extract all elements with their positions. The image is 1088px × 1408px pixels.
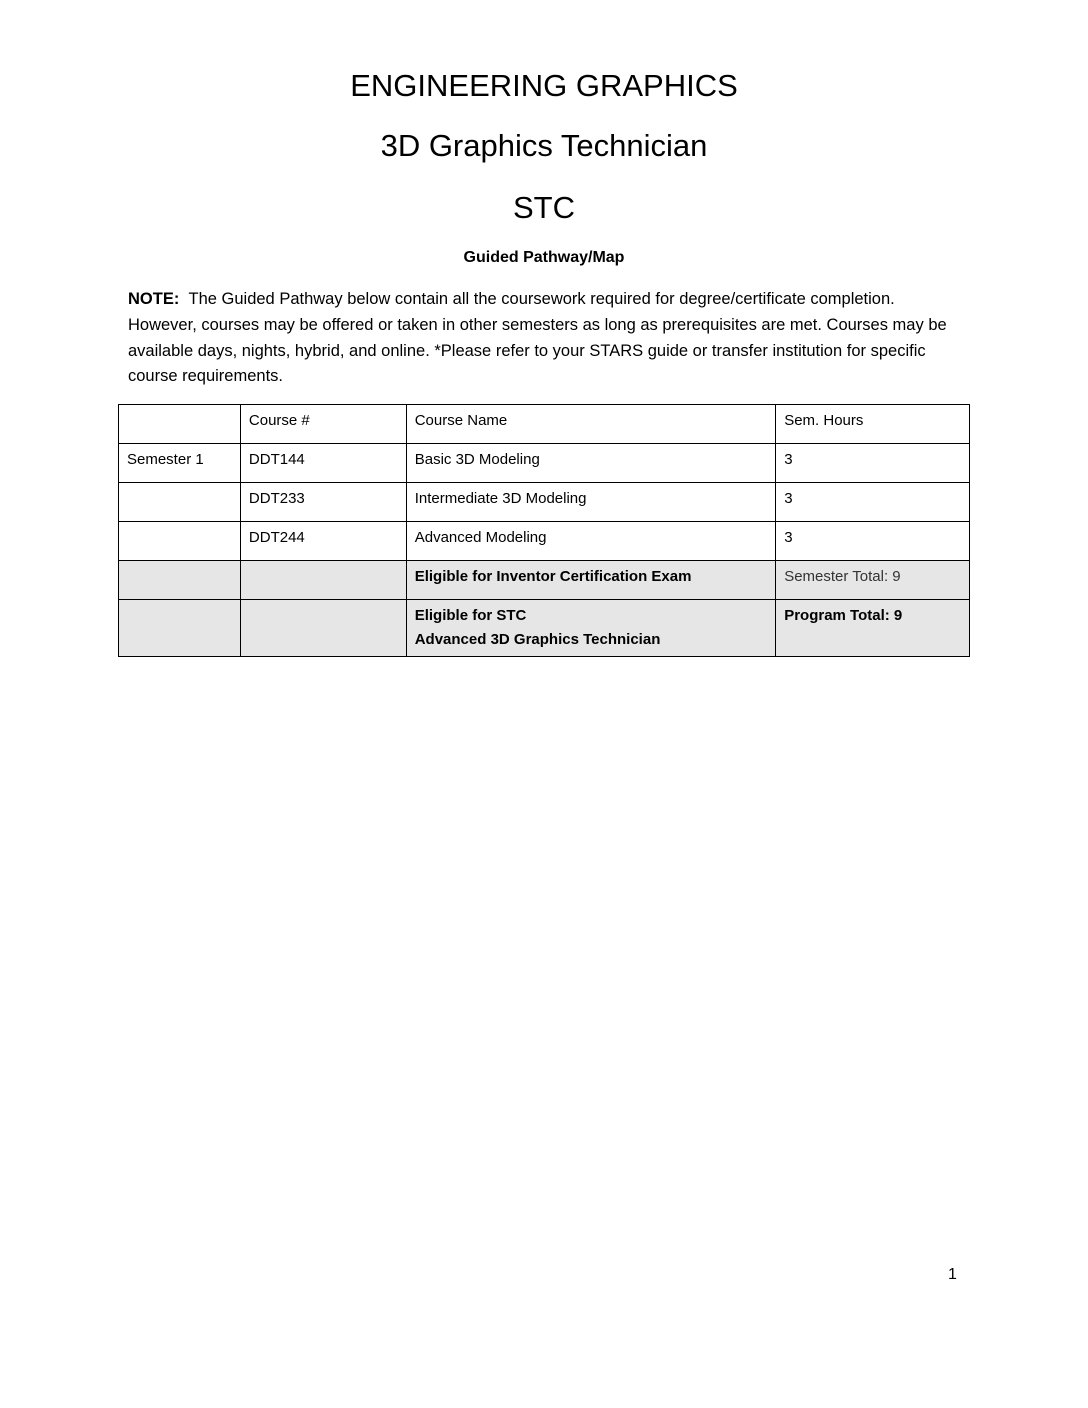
semester-total: Semester Total: 9 — [776, 561, 970, 600]
cell-course-num: DDT244 — [240, 522, 406, 561]
stc-line-2: Advanced 3D Graphics Technician — [414, 631, 661, 648]
exam-eligibility-note: Eligible for Inventor Certification Exam — [406, 561, 775, 600]
header-course-num: Course # — [240, 405, 406, 444]
note-paragraph — [128, 287, 968, 390]
program-total: Program Total: 9 — [776, 600, 970, 657]
table-row — [119, 522, 970, 561]
program-subtitle: 3D Graphics Technician — [380, 128, 708, 163]
cell-course-num: DDT233 — [240, 483, 406, 522]
header-semester — [119, 405, 241, 444]
cell-sem-hours: 3 — [776, 483, 970, 522]
stc-line-1: Eligible for STC — [414, 607, 527, 624]
cell-course-name: Advanced Modeling — [406, 522, 775, 561]
header-sem-hours: Sem. Hours — [776, 405, 970, 444]
semester-total-row — [119, 561, 970, 600]
empty-cell — [119, 600, 241, 657]
empty-cell — [119, 561, 241, 600]
cell-sem-hours: 3 — [776, 444, 970, 483]
pathway-table — [118, 404, 970, 657]
note-text: The Guided Pathway below contain all the coursework required for degree/certificate completion. However, courses may be offered or taken in other semesters as long as prerequisites are met. Courses may be available days, nights, hybrid, and online. *Please refer to your STARS guide or transfer institution for specific course requirements. — [128, 290, 947, 386]
cell-course-name: Basic 3D Modeling — [406, 444, 775, 483]
cell-course-name: Intermediate 3D Modeling — [406, 483, 775, 522]
stc-eligibility-note — [406, 600, 775, 657]
cell-course-num: DDT144 — [240, 444, 406, 483]
cell-semester — [119, 483, 241, 522]
table-row — [119, 444, 970, 483]
page-number: 1 — [948, 1266, 957, 1283]
table-row — [119, 483, 970, 522]
note-label: NOTE: — [128, 290, 180, 308]
empty-cell — [240, 600, 406, 657]
credential-title: STC — [513, 190, 575, 225]
table-header-row — [119, 405, 970, 444]
empty-cell — [240, 561, 406, 600]
cell-semester — [119, 522, 241, 561]
document-title: ENGINEERING GRAPHICS — [350, 68, 738, 103]
cell-semester: Semester 1 — [119, 444, 241, 483]
header-course-name: Course Name — [406, 405, 775, 444]
cell-sem-hours: 3 — [776, 522, 970, 561]
program-total-row — [119, 600, 970, 657]
section-heading: Guided Pathway/Map — [463, 249, 625, 266]
